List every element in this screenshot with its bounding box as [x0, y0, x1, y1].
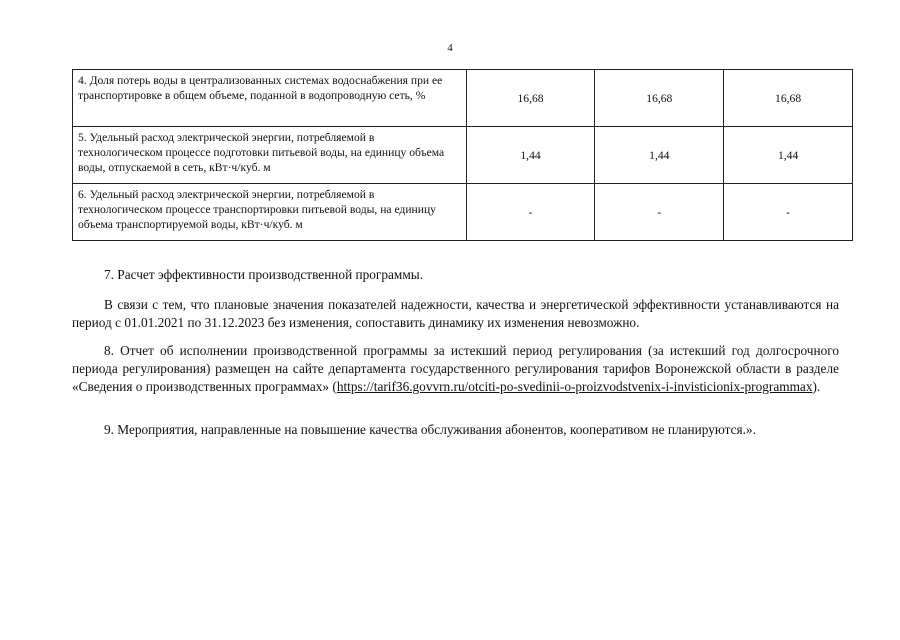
indicator-value: 16,68: [466, 70, 595, 127]
indicator-value: 1,44: [724, 127, 853, 184]
section-8-body: 8. Отчет об исполнении производственной программы за истекший период регулирования (за истекший год долгосрочного периода регулирования) размещен на сайте департамента государственного регулирования тарифов Воронежской области в разделе «Сведения о производственных программах» (: [72, 343, 839, 394]
section-9-text: 9. Мероприятия, направленные на повышение качества обслуживания абонентов, кооперативом не планируются.».: [104, 422, 756, 437]
indicator-value: -: [724, 184, 853, 241]
indicator-value: 1,44: [595, 127, 724, 184]
indicators-table: [72, 69, 853, 241]
table-row: [73, 70, 853, 127]
programs-link[interactable]: https://tarif36.govvrn.ru/otciti-po-svedinii-o-proizvodstvenix-i-invisticionix-programmax: [336, 379, 813, 394]
indicator-value: 16,68: [595, 70, 724, 127]
table-row: [73, 127, 853, 184]
indicator-value: -: [466, 184, 595, 241]
indicator-value: 16,68: [724, 70, 853, 127]
indicator-description: 5. Удельный расход электрической энергии, потребляемой в технологическом процессе подготовки питьевой воды, на единицу объема воды, отпускаемой в сеть, кВт·ч/куб. м: [73, 127, 467, 184]
table-row: [73, 184, 853, 241]
indicator-value: 1,44: [466, 127, 595, 184]
indicator-value: -: [595, 184, 724, 241]
section-7-heading: 7. Расчет эффективности производственной программы.: [104, 267, 424, 282]
indicator-description: 6. Удельный расход электрической энергии, потребляемой в технологическом процессе транспортировки питьевой воды, на единицу объема транспортируемой воды, кВт·ч/куб. м: [73, 184, 467, 241]
page-number: 4: [447, 42, 453, 54]
section-7-text: В связи с тем, что плановые значения показателей надежности, качества и энергетической эффективности устанавливаются на период с 01.01.2021 по 31.12.2023 без изменения, сопоставить динамику их изменения невозможно.: [72, 297, 839, 330]
section-8-tail: ).: [812, 379, 821, 394]
section-8-text: [72, 342, 839, 396]
indicator-description: 4. Доля потерь воды в централизованных системах водоснабжения при ее транспортировке в общем объеме, поданной в водопроводную сеть, %: [73, 70, 467, 127]
